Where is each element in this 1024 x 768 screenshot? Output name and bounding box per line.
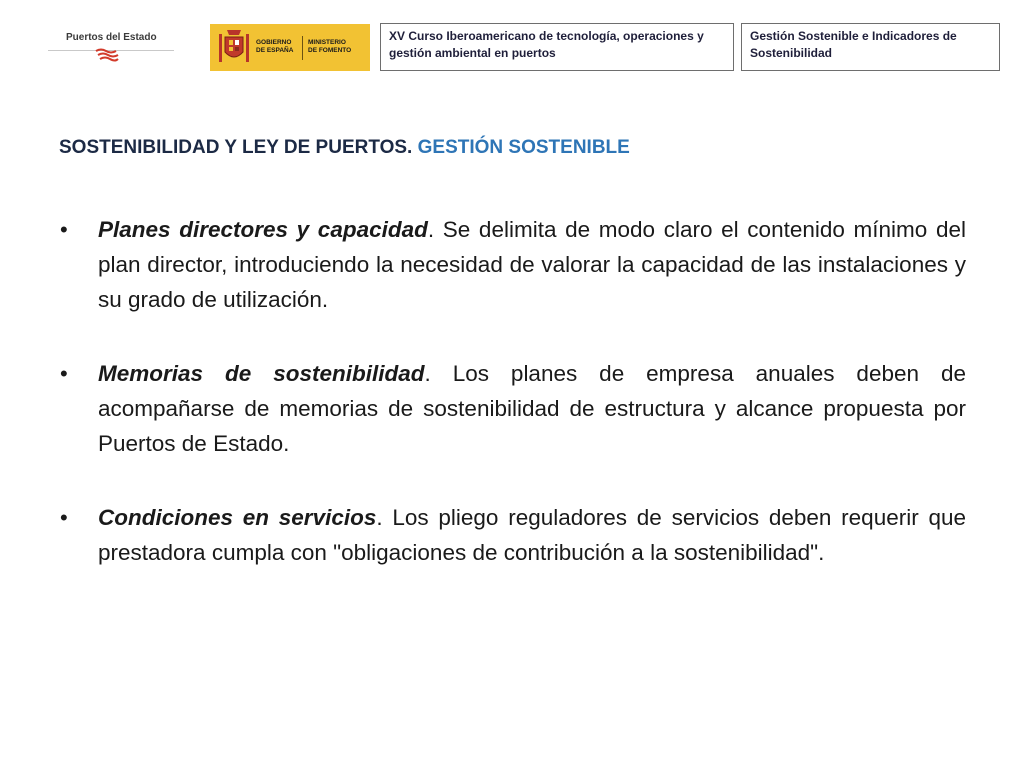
bullet-dot: •	[60, 505, 68, 530]
gobierno-espana-logo	[210, 24, 370, 71]
bullet-text: . Los pliego reguladores de servicios deben requerir que prestadora cumpla con "obligaciones de contribución a la sostenibilidad".	[98, 505, 966, 565]
bullet-paragraph	[98, 212, 966, 317]
list-item	[60, 212, 966, 317]
bullet-dot: •	[60, 361, 68, 386]
list-item	[60, 500, 966, 570]
topic-title-box: Gestión Sostenible e Indicadores de Sostenibilidad	[741, 23, 1000, 71]
gobierno-text: GOBIERNO DE ESPAÑA	[256, 39, 294, 54]
title-part-2: GESTIÓN SOSTENIBLE	[417, 137, 630, 158]
list-item	[60, 356, 966, 461]
bullet-text: . Los planes de empresa anuales deben de acompañarse de memorias de sostenibilidad de estructura y alcance propuesta por Puertos de Estado.	[98, 361, 966, 456]
course-title-box: XV Curso Iberoamericano de tecnología, operaciones y gestión ambiental en puertos	[380, 23, 734, 71]
bullet-list	[60, 212, 966, 609]
bullet-paragraph	[98, 356, 966, 461]
bullet-term: Planes directores y capacidad	[98, 217, 428, 242]
bullet-paragraph	[98, 500, 966, 570]
bullet-term: Memorias de sostenibilidad	[98, 361, 425, 386]
waves-logo-icon	[94, 48, 120, 62]
puertos-del-estado-logo	[48, 26, 174, 70]
ministerio-text: MINISTERIO DE FOMENTO	[308, 39, 352, 54]
bullet-term: Condiciones en servicios	[98, 505, 377, 530]
title-part-1: SOSTENIBILIDAD Y LEY DE PUERTOS.	[59, 137, 413, 158]
puertos-logo-text: Puertos del Estado	[66, 32, 157, 43]
bullet-dot: •	[60, 217, 68, 242]
bullet-text: . Se delimita de modo claro el contenido mínimo del plan director, introduciendo la necesidad de valorar la capacidad de las instalaciones y su grado de utilización.	[98, 217, 966, 312]
logo-separator	[302, 36, 303, 60]
coat-of-arms-icon	[217, 28, 251, 66]
slide-title	[59, 137, 630, 159]
